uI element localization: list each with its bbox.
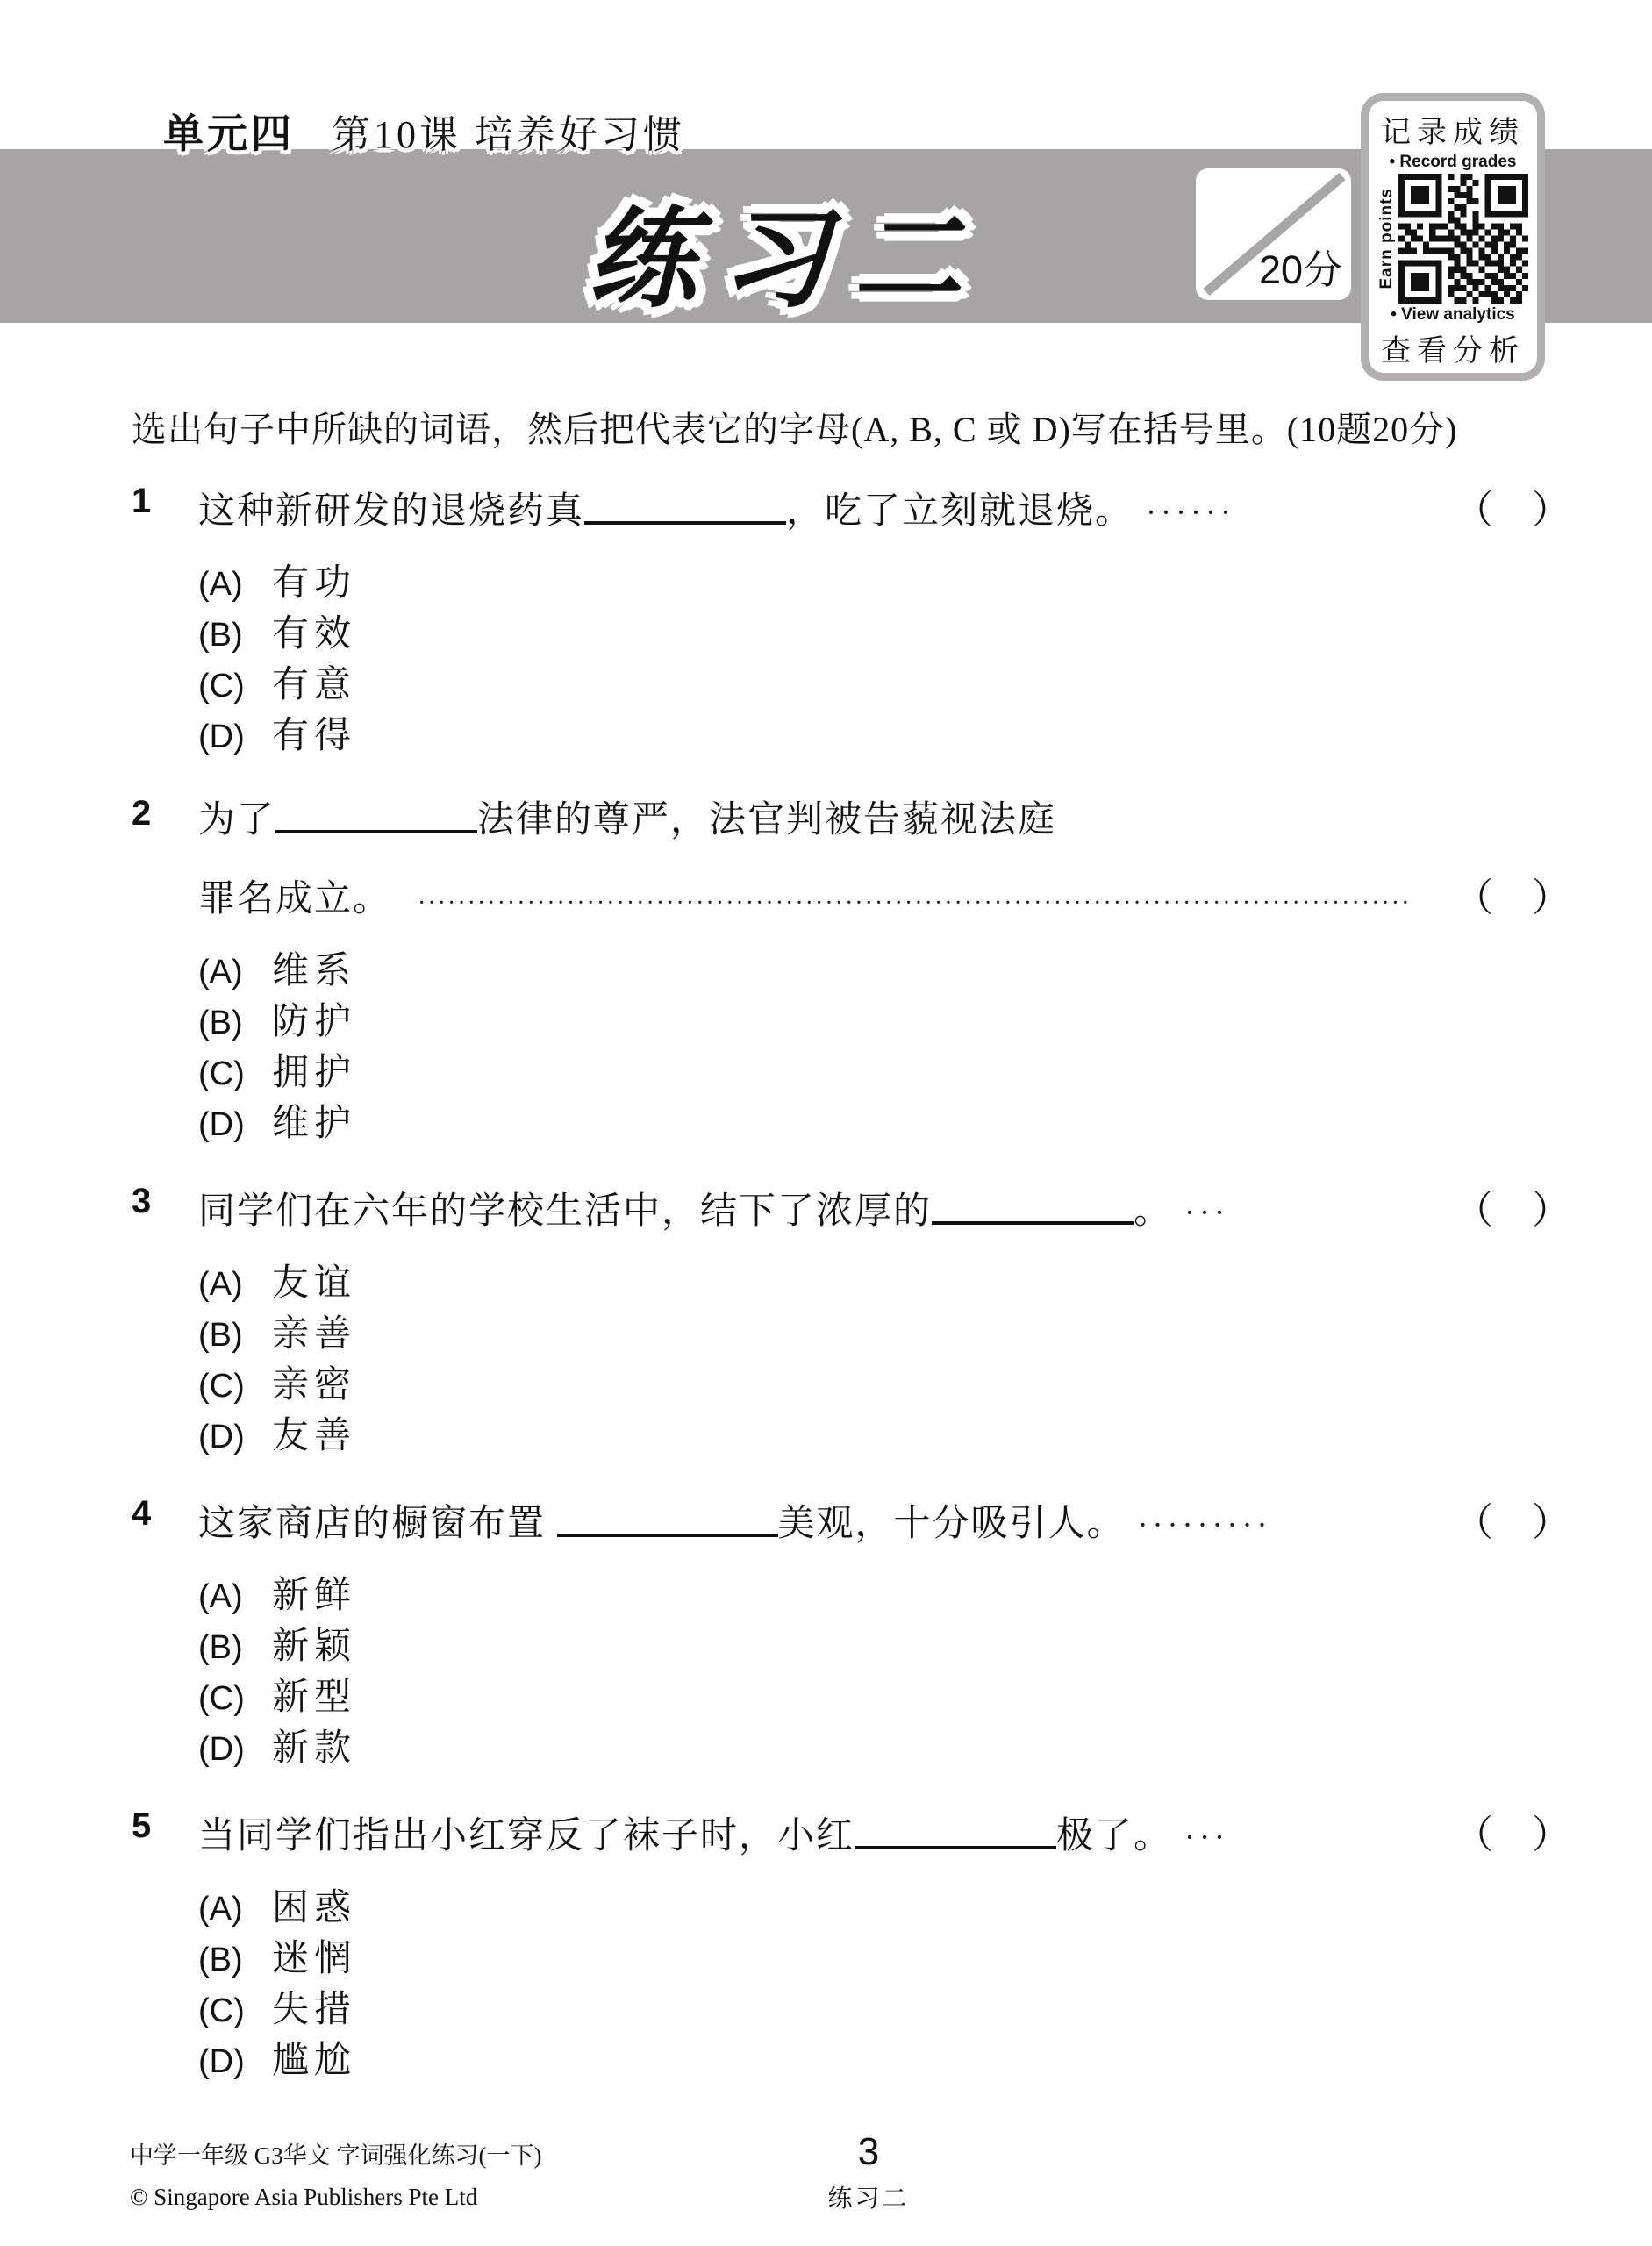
option-text: 友谊 xyxy=(272,1263,357,1304)
question-1 xyxy=(132,478,1570,757)
option-label: (D) xyxy=(198,1419,245,1456)
score-box xyxy=(1196,168,1351,300)
question-sentence: 为了 法律的尊严，法官判被告藐视法庭 xyxy=(198,800,1057,840)
option-label: (A) xyxy=(198,566,243,603)
option-row xyxy=(198,941,1570,992)
answer-bracket: （ ） xyxy=(1455,489,1570,532)
dot-leader: ··· xyxy=(1184,1195,1229,1230)
dot-leader: ···································································································· xyxy=(418,890,1412,917)
answer-blank xyxy=(584,521,786,525)
option-row xyxy=(198,1406,1570,1457)
score-label: 20分 xyxy=(1258,247,1342,292)
option-text: 有得 xyxy=(272,716,357,756)
option-label: (A) xyxy=(198,1266,243,1303)
option-label: (B) xyxy=(198,1629,243,1666)
option-label: (D) xyxy=(198,1731,245,1768)
footer-series: 中学一年级 G3华文 字词强化练习(一下) xyxy=(130,2142,542,2169)
qr-title-cn-bottom: 查看分析 xyxy=(1381,334,1525,368)
footer-copyright: © Singapore Asia Publishers Pte Ltd xyxy=(130,2184,478,2211)
option-row xyxy=(198,554,1570,604)
dot-leader: ··· xyxy=(1184,1820,1229,1855)
qr-record-grades-label: • Record grades xyxy=(1389,153,1517,171)
question-number: 3 xyxy=(132,1182,152,1220)
option-text: 有意 xyxy=(272,665,357,705)
option-label: (C) xyxy=(198,1992,245,2029)
option-row xyxy=(198,1043,1570,1094)
option-text: 防护 xyxy=(272,1002,357,1042)
option-text: 新款 xyxy=(272,1728,357,1769)
option-label: (C) xyxy=(198,1368,245,1405)
answer-blank xyxy=(557,1534,778,1537)
option-text: 新型 xyxy=(272,1677,357,1718)
option-label: (A) xyxy=(198,954,243,991)
option-text: 迷惘 xyxy=(272,1939,357,1979)
dot-leader: ······ xyxy=(1146,495,1235,530)
option-row xyxy=(198,992,1570,1043)
option-label: (A) xyxy=(198,1891,243,1928)
option-text: 亲善 xyxy=(272,1314,357,1355)
chapter-header xyxy=(163,102,685,160)
qr-view-analytics-label: • View analytics xyxy=(1391,305,1515,324)
option-text: 维护 xyxy=(272,1104,357,1144)
unit-label: 单元四 xyxy=(163,111,295,156)
question-number: 2 xyxy=(132,794,152,833)
question-list xyxy=(132,478,1570,2115)
qr-panel xyxy=(1361,93,1545,381)
option-text: 困惑 xyxy=(272,1888,357,1928)
question-sentence: 这家商店的橱窗布置 美观，十分吸引人。 xyxy=(198,1504,1126,1544)
option-text: 友善 xyxy=(272,1416,357,1456)
question-sentence: 这种新研发的退烧药真 ，吃了立刻就退烧。 xyxy=(198,491,1134,532)
option-text: 新鲜 xyxy=(272,1576,357,1616)
option-row xyxy=(198,1566,1570,1617)
option-row xyxy=(198,1254,1570,1305)
option-label: (D) xyxy=(198,719,245,755)
question-number: 4 xyxy=(132,1494,152,1533)
option-row xyxy=(198,655,1570,706)
option-label: (B) xyxy=(198,1005,243,1041)
option-text: 新颖 xyxy=(272,1627,357,1667)
option-text: 有效 xyxy=(272,614,357,654)
option-label: (A) xyxy=(198,1578,243,1615)
page-title: 练习二 xyxy=(587,200,986,320)
question-number: 5 xyxy=(132,1806,152,1845)
instructions: 选出句子中所缺的词语，然后把代表它的字母(A, B, C 或 D)写在括号里。(10题20分) xyxy=(132,410,1458,449)
lesson-label: 第10课 培养好习惯 xyxy=(332,113,685,156)
answer-bracket: （ ） xyxy=(1455,1189,1570,1232)
option-label: (C) xyxy=(198,1055,245,1092)
option-text: 有功 xyxy=(272,563,357,604)
question-sentence: 当同学们指出小红穿反了袜子时，小红 极了。 xyxy=(198,1816,1173,1856)
footer-imprint xyxy=(130,2135,541,2219)
option-row xyxy=(198,1355,1570,1406)
option-text: 亲密 xyxy=(272,1365,357,1406)
option-label: (B) xyxy=(198,1317,243,1354)
dot-leader: ········· xyxy=(1137,1507,1272,1542)
page-number: 3 xyxy=(857,2130,880,2173)
option-text: 尴尬 xyxy=(272,2041,357,2081)
answer-blank xyxy=(275,830,477,833)
option-label: (B) xyxy=(198,1942,243,1978)
question-3 xyxy=(132,1178,1570,1457)
option-label: (D) xyxy=(198,1106,245,1143)
option-text: 失措 xyxy=(272,1990,357,2030)
question-sentence-line2: 罪名成立。 xyxy=(198,879,392,919)
option-row xyxy=(198,1668,1570,1719)
option-row xyxy=(198,2031,1570,2082)
question-5 xyxy=(132,1803,1570,2082)
option-label: (C) xyxy=(198,668,245,705)
option-row xyxy=(198,1094,1570,1145)
option-label: (D) xyxy=(198,2043,245,2080)
question-2 xyxy=(132,790,1570,1145)
question-4 xyxy=(132,1491,1570,1770)
question-number: 1 xyxy=(132,482,152,520)
option-label: (C) xyxy=(198,1680,245,1717)
option-label: (B) xyxy=(198,617,243,654)
answer-blank xyxy=(932,1221,1134,1225)
answer-bracket: （ ） xyxy=(1455,1501,1570,1544)
qr-earn-points-label: Earn points xyxy=(1377,188,1396,290)
option-row xyxy=(198,1929,1570,1980)
qr-code xyxy=(1398,174,1528,304)
question-sentence: 同学们在六年的学校生活中，结下了浓厚的 。 xyxy=(198,1191,1173,1232)
option-row xyxy=(198,1617,1570,1668)
answer-blank xyxy=(855,1846,1056,1849)
option-text: 拥护 xyxy=(272,1053,357,1093)
option-row xyxy=(198,706,1570,757)
option-text: 维系 xyxy=(272,951,357,991)
answer-bracket: （ ） xyxy=(1455,1813,1570,1856)
option-row xyxy=(198,1719,1570,1770)
option-row xyxy=(198,1980,1570,2031)
option-row xyxy=(198,1878,1570,1929)
footer-exercise-label: 练习二 xyxy=(827,2185,910,2213)
answer-bracket: （ ） xyxy=(1455,876,1570,919)
option-row xyxy=(198,604,1570,655)
option-row xyxy=(198,1305,1570,1355)
qr-title-cn: 记录成绩 xyxy=(1381,116,1525,149)
footer-page-block xyxy=(763,2130,974,2214)
